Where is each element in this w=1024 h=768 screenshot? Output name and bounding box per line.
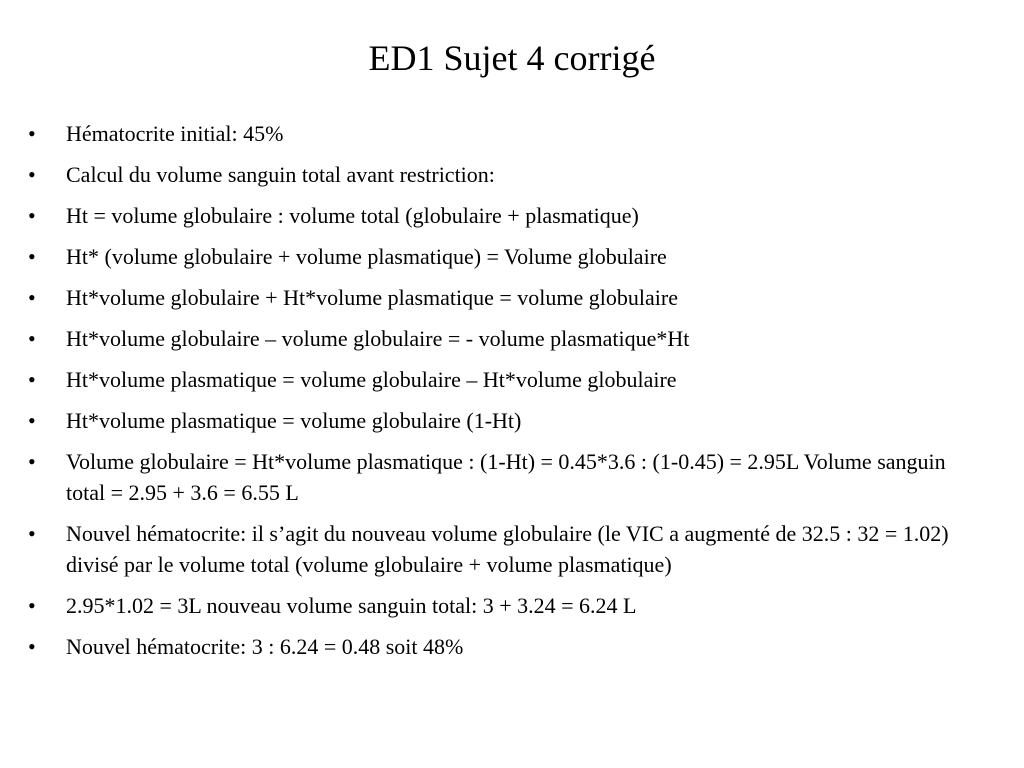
bullet-text: Ht*volume globulaire – volume globulaire = - volume plasmatique*Ht bbox=[66, 326, 690, 351]
bullet-item bbox=[28, 241, 988, 272]
bullet-item bbox=[28, 282, 988, 313]
bullet-dot-icon: • bbox=[28, 367, 36, 392]
bullet-dot-icon: • bbox=[28, 121, 36, 146]
slide-title: ED1 Sujet 4 corrigé bbox=[368, 38, 656, 78]
bullet-dot-icon: • bbox=[28, 244, 36, 269]
bullet-dot-icon: • bbox=[28, 408, 36, 433]
bullet-dot-icon: • bbox=[28, 449, 36, 474]
bullet-item bbox=[28, 118, 988, 149]
bullet-item bbox=[28, 631, 988, 662]
bullet-item bbox=[28, 200, 988, 231]
bullet-dot-icon: • bbox=[28, 634, 36, 659]
bullet-text: Volume globulaire = Ht*volume plasmatique : (1-Ht) = 0.45*3.6 : (1-0.45) = 2.95L Volume sanguin total = 2.95 + 3.6 = 6.55 L bbox=[66, 449, 946, 505]
bullet-dot-icon: • bbox=[28, 593, 36, 618]
bullet-item bbox=[28, 159, 988, 190]
bullet-item bbox=[28, 518, 988, 580]
bullet-text: Hématocrite initial: 45% bbox=[66, 121, 284, 146]
bullet-item bbox=[28, 364, 988, 395]
bullet-item bbox=[28, 446, 988, 508]
bullet-item bbox=[28, 323, 988, 354]
bullet-text: Ht*volume globulaire + Ht*volume plasmatique = volume globulaire bbox=[66, 285, 678, 310]
bullet-text: Nouvel hématocrite: 3 : 6.24 = 0.48 soit 48% bbox=[66, 634, 464, 659]
bullet-text: Nouvel hématocrite: il s’agit du nouveau volume globulaire (le VIC a augmenté de 32.5 : 32 = 1.02) divisé par le volume total (volume globulaire + volume plasmatique) bbox=[66, 521, 949, 577]
bullet-text: 2.95*1.02 = 3L nouveau volume sanguin total: 3 + 3.24 = 6.24 L bbox=[66, 593, 637, 618]
bullet-item bbox=[28, 405, 988, 436]
bullet-text: Ht = volume globulaire : volume total (globulaire + plasmatique) bbox=[66, 203, 639, 228]
bullet-text: Ht*volume plasmatique = volume globulaire (1-Ht) bbox=[66, 408, 522, 433]
bullet-dot-icon: • bbox=[28, 285, 36, 310]
bullet-text: Ht*volume plasmatique = volume globulaire – Ht*volume globulaire bbox=[66, 367, 677, 392]
bullet-text: Calcul du volume sanguin total avant restriction: bbox=[66, 162, 495, 187]
bullet-item bbox=[28, 590, 988, 621]
bullet-dot-icon: • bbox=[28, 162, 36, 187]
bullet-text: Ht* (volume globulaire + volume plasmatique) = Volume globulaire bbox=[66, 244, 667, 269]
bullet-dot-icon: • bbox=[28, 326, 36, 351]
bullet-dot-icon: • bbox=[28, 521, 36, 546]
bullet-list bbox=[28, 118, 988, 672]
bullet-dot-icon: • bbox=[28, 203, 36, 228]
